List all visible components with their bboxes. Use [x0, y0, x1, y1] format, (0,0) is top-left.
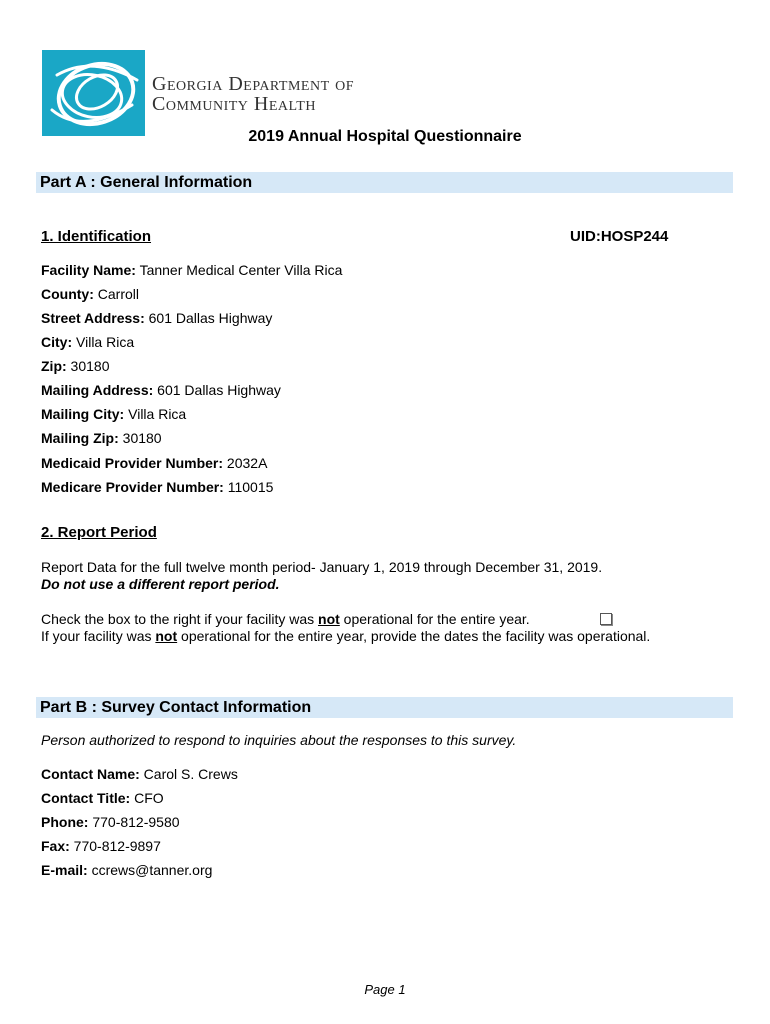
org-name-line2: Community Health [152, 93, 316, 115]
field-value: 110015 [223, 479, 274, 495]
field-value: 601 Dallas Highway [153, 382, 281, 398]
dch-swirl-icon [42, 50, 145, 136]
field-label: City: [41, 334, 73, 350]
part-a-heading: Part A : General Information [36, 172, 733, 193]
field-label: Fax: [41, 838, 70, 854]
field-value: 2032A [223, 455, 268, 471]
field-label: Mailing Zip: [41, 430, 119, 446]
field-contact-title [41, 790, 164, 806]
field-label: Contact Title: [41, 790, 131, 806]
field-label: Contact Name: [41, 766, 140, 782]
field-mailing-address [41, 382, 281, 398]
field-facility-name [41, 262, 342, 278]
instruction-text: Check the box to the right if your facility was [41, 611, 319, 627]
field-label: Medicaid Provider Number: [41, 455, 224, 471]
field-label: County: [41, 286, 94, 302]
field-value: Villa Rica [72, 334, 135, 350]
field-value: Carol S. Crews [139, 766, 238, 782]
instruction-text: operational for the entire year, provide the dates the facility was operational. [177, 628, 651, 644]
field-medicaid-provider-number [41, 455, 267, 471]
field-county [41, 286, 139, 302]
field-value: 770-812-9897 [69, 838, 161, 854]
report-period-heading: 2. Report Period [41, 524, 157, 541]
dch-logo [42, 50, 145, 136]
field-label: Facility Name: [41, 262, 136, 278]
uid-label: UID:HOSP244 [570, 228, 669, 245]
field-label: Mailing City: [41, 406, 125, 422]
org-name-line1: Georgia Department of [152, 73, 355, 95]
field-value: 30180 [118, 430, 162, 446]
field-value: 770-812-9580 [88, 814, 180, 830]
field-label: Phone: [41, 814, 89, 830]
field-value: Villa Rica [124, 406, 187, 422]
field-label: Street Address: [41, 310, 145, 326]
not-operational-checkbox[interactable] [600, 613, 612, 625]
report-period-warning: Do not use a different report period. [41, 576, 280, 592]
instruction-text: If your facility was [41, 628, 156, 644]
report-period-text: Report Data for the full twelve month period- January 1, 2019 through December 31, 2019. [41, 559, 603, 575]
field-value: 601 Dallas Highway [144, 310, 273, 326]
field-medicare-provider-number [41, 479, 273, 495]
not-emphasis: not [318, 611, 340, 627]
not-operational-instruction [41, 611, 530, 627]
field-street-address [41, 310, 272, 326]
page-number: Page 1 [364, 982, 406, 997]
field-contact-name [41, 766, 238, 782]
field-value: ccrews@tanner.org [87, 862, 213, 878]
document-title: 2019 Annual Hospital Questionnaire [248, 128, 522, 145]
part-b-heading: Part B : Survey Contact Information [36, 697, 733, 718]
field-value: 30180 [66, 358, 110, 374]
field-label: Mailing Address: [41, 382, 154, 398]
field-city [41, 334, 134, 350]
org-name [152, 74, 354, 114]
field-mailing-zip [41, 430, 162, 446]
field-label: Medicare Provider Number: [41, 479, 224, 495]
field-value: CFO [130, 790, 164, 806]
field-value: Tanner Medical Center Villa Rica [135, 262, 343, 278]
field-label: E-mail: [41, 862, 88, 878]
not-emphasis: not [155, 628, 178, 644]
field-zip [41, 358, 109, 374]
field-fax [41, 838, 161, 854]
field-mailing-city [41, 406, 186, 422]
identification-heading: 1. Identification [41, 228, 152, 245]
field-label: Zip: [41, 358, 67, 374]
instruction-text: operational for the entire year. [339, 611, 530, 627]
contact-intro: Person authorized to respond to inquiries about the responses to this survey. [41, 732, 517, 748]
operational-dates-instruction [41, 628, 650, 644]
field-value: Carroll [93, 286, 140, 302]
field-phone [41, 814, 180, 830]
field-email [41, 862, 212, 878]
